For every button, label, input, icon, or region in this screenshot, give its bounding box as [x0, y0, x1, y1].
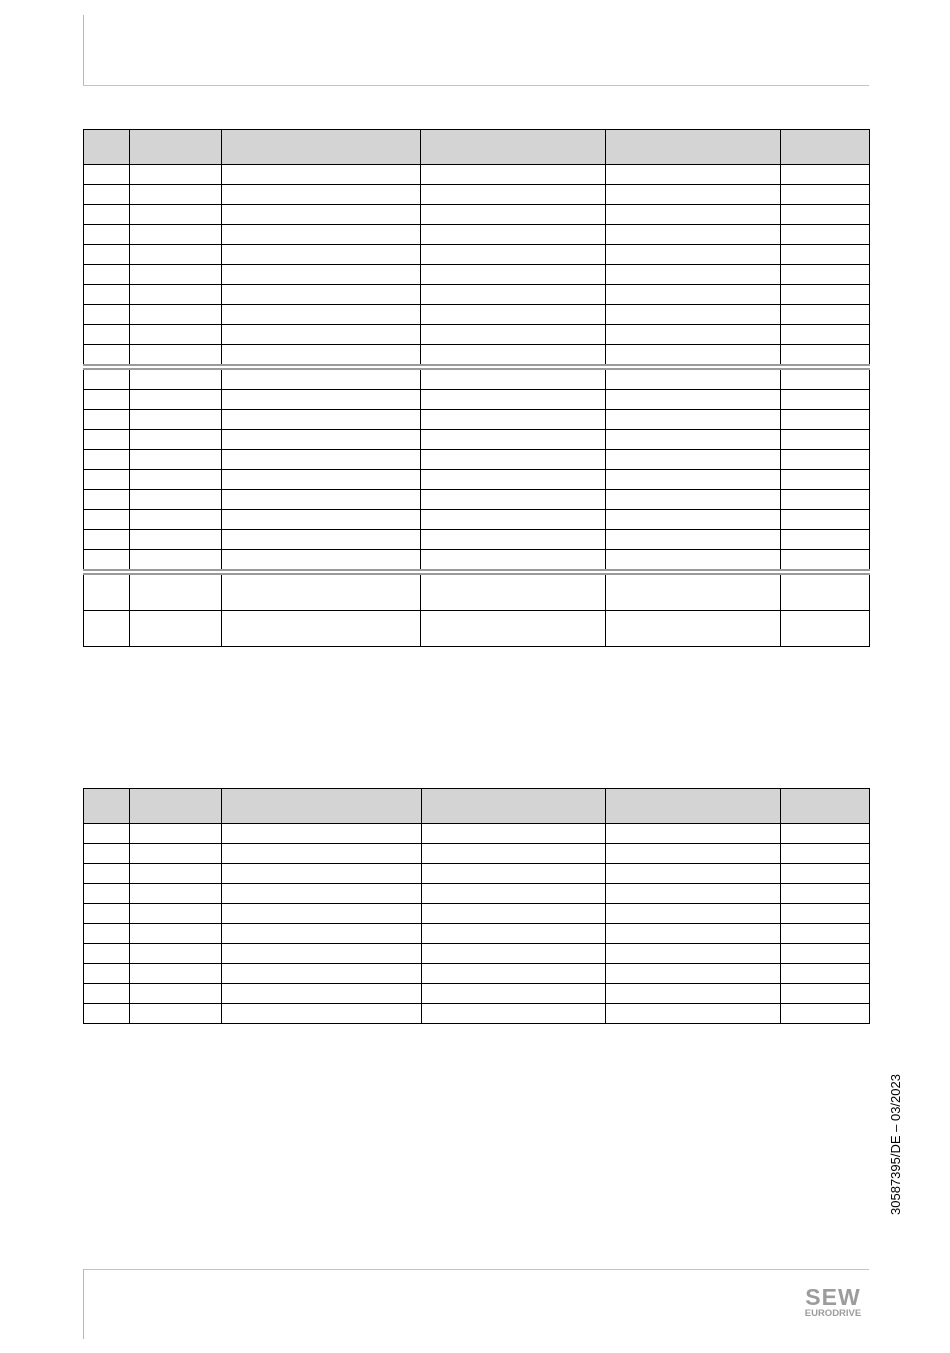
- table-row: [84, 510, 870, 530]
- table-cell: [422, 1004, 606, 1024]
- data-table-2: [83, 788, 870, 1024]
- table-cell: [222, 325, 421, 345]
- table-cell: [222, 864, 422, 884]
- table-row: [84, 410, 870, 430]
- table-cell: [130, 924, 222, 944]
- table-cell: [781, 490, 870, 510]
- table-cell: [421, 450, 606, 470]
- table-cell: [606, 305, 781, 325]
- table-cell: [84, 470, 130, 490]
- table-cell: [606, 964, 781, 984]
- table-cell: [84, 205, 130, 225]
- table-cell: [84, 550, 130, 573]
- table-cell: [222, 165, 421, 185]
- column-header: [130, 789, 222, 824]
- table-cell: [222, 1004, 422, 1024]
- table-cell: [422, 984, 606, 1004]
- header-margin-line: [83, 15, 84, 85]
- header-rule: [83, 85, 869, 86]
- table-cell: [84, 611, 130, 647]
- table-cell: [222, 550, 421, 573]
- table-cell: [84, 864, 130, 884]
- table-cell: [222, 530, 421, 550]
- table-cell: [606, 345, 781, 368]
- table-cell: [781, 924, 870, 944]
- table-cell: [130, 864, 222, 884]
- table-cell: [422, 944, 606, 964]
- table-cell: [84, 367, 130, 390]
- table-row: [84, 550, 870, 573]
- table-cell: [421, 430, 606, 450]
- table-row: [84, 225, 870, 245]
- table-cell: [130, 984, 222, 1004]
- table-cell: [606, 205, 781, 225]
- document-number: 30587395/DE – 03/2023: [888, 1074, 903, 1215]
- table-cell: [781, 884, 870, 904]
- table-cell: [606, 572, 781, 611]
- table-cell: [84, 165, 130, 185]
- table-cell: [421, 245, 606, 265]
- table-cell: [422, 904, 606, 924]
- table-cell: [781, 964, 870, 984]
- table-cell: [130, 305, 222, 325]
- table-cell: [422, 924, 606, 944]
- table-cell: [130, 470, 222, 490]
- table-cell: [84, 390, 130, 410]
- table-cell: [84, 305, 130, 325]
- column-header: [606, 130, 781, 165]
- table-cell: [781, 904, 870, 924]
- table-cell: [222, 305, 421, 325]
- table-cell: [781, 1004, 870, 1024]
- table-cell: [422, 884, 606, 904]
- table-cell: [606, 984, 781, 1004]
- table-cell: [130, 367, 222, 390]
- table-cell: [222, 265, 421, 285]
- table-cell: [130, 611, 222, 647]
- table-cell: [130, 390, 222, 410]
- table-row: [84, 165, 870, 185]
- table-cell: [222, 410, 421, 430]
- sew-eurodrive-logo: [796, 1283, 870, 1319]
- table-cell: [130, 510, 222, 530]
- logo-top-text: SEW: [805, 1284, 861, 1310]
- table-cell: [222, 964, 422, 984]
- table-cell: [606, 510, 781, 530]
- table-cell: [84, 572, 130, 611]
- table-cell: [130, 1004, 222, 1024]
- table-cell: [84, 824, 130, 844]
- table-cell: [606, 245, 781, 265]
- table-row: [84, 305, 870, 325]
- table-row: [84, 285, 870, 305]
- table-cell: [606, 285, 781, 305]
- table-cell: [781, 984, 870, 1004]
- table-cell: [84, 325, 130, 345]
- table-row: [84, 824, 870, 844]
- table-cell: [222, 824, 422, 844]
- table-cell: [606, 530, 781, 550]
- column-header: [606, 789, 781, 824]
- footer-margin-line: [83, 1269, 84, 1339]
- table-cell: [781, 265, 870, 285]
- table-cell: [130, 345, 222, 368]
- table-cell: [222, 572, 421, 611]
- table-cell: [130, 844, 222, 864]
- table-cell: [781, 345, 870, 368]
- table-cell: [84, 1004, 130, 1024]
- column-header: [422, 789, 606, 824]
- table-row: [84, 1004, 870, 1024]
- table-row: [84, 964, 870, 984]
- table-cell: [84, 924, 130, 944]
- table-cell: [130, 285, 222, 305]
- table-cell: [606, 490, 781, 510]
- table-cell: [781, 205, 870, 225]
- table-cell: [781, 367, 870, 390]
- table-cell: [781, 305, 870, 325]
- table-cell: [781, 430, 870, 450]
- table-cell: [606, 1004, 781, 1024]
- table-cell: [222, 944, 422, 964]
- table-cell: [606, 884, 781, 904]
- column-header: [781, 130, 870, 165]
- table-cell: [781, 390, 870, 410]
- table-cell: [606, 450, 781, 470]
- column-header: [222, 789, 422, 824]
- column-header: [222, 130, 421, 165]
- table-cell: [130, 245, 222, 265]
- table-cell: [222, 490, 421, 510]
- table-cell: [84, 345, 130, 368]
- table-cell: [222, 450, 421, 470]
- table-cell: [222, 844, 422, 864]
- table-row: [84, 944, 870, 964]
- table-header-row: [84, 789, 870, 824]
- table-cell: [781, 530, 870, 550]
- column-header: [421, 130, 606, 165]
- table-cell: [130, 550, 222, 573]
- table-row: [84, 572, 870, 611]
- table-cell: [781, 510, 870, 530]
- table-cell: [84, 530, 130, 550]
- footer-rule: [83, 1269, 869, 1270]
- table-cell: [84, 265, 130, 285]
- table-cell: [222, 984, 422, 1004]
- table-cell: [84, 944, 130, 964]
- table-cell: [421, 550, 606, 573]
- table-row: [84, 490, 870, 510]
- table-row: [84, 185, 870, 205]
- table-row: [84, 844, 870, 864]
- table-cell: [781, 864, 870, 884]
- table-cell: [421, 225, 606, 245]
- table-cell: [781, 285, 870, 305]
- table-cell: [421, 325, 606, 345]
- table-cell: [222, 470, 421, 490]
- table-cell: [606, 410, 781, 430]
- table-cell: [421, 305, 606, 325]
- table-row: [84, 924, 870, 944]
- table-cell: [130, 530, 222, 550]
- table-cell: [130, 572, 222, 611]
- table-cell: [222, 205, 421, 225]
- table-cell: [222, 904, 422, 924]
- table-cell: [84, 285, 130, 305]
- table-cell: [84, 984, 130, 1004]
- table-row: [84, 265, 870, 285]
- table-cell: [606, 470, 781, 490]
- table-cell: [421, 470, 606, 490]
- table-cell: [606, 844, 781, 864]
- table-cell: [84, 450, 130, 470]
- table-row: [84, 325, 870, 345]
- table-cell: [130, 450, 222, 470]
- table-cell: [606, 430, 781, 450]
- table-cell: [781, 450, 870, 470]
- table-cell: [84, 185, 130, 205]
- table-cell: [422, 864, 606, 884]
- table-cell: [422, 844, 606, 864]
- table-cell: [781, 470, 870, 490]
- table-cell: [421, 390, 606, 410]
- table-cell: [606, 824, 781, 844]
- table-cell: [84, 904, 130, 924]
- table-cell: [130, 490, 222, 510]
- table-cell: [222, 245, 421, 265]
- table-cell: [222, 924, 422, 944]
- table-cell: [421, 410, 606, 430]
- table-row: [84, 345, 870, 368]
- table-cell: [421, 572, 606, 611]
- table-cell: [606, 550, 781, 573]
- column-header: [781, 789, 870, 824]
- table-cell: [421, 185, 606, 205]
- table-cell: [606, 904, 781, 924]
- table-cell: [421, 510, 606, 530]
- table-cell: [781, 611, 870, 647]
- table-cell: [222, 430, 421, 450]
- table-cell: [130, 884, 222, 904]
- data-table-1: [83, 129, 870, 647]
- column-header: [130, 130, 222, 165]
- table-cell: [781, 550, 870, 573]
- table-cell: [781, 185, 870, 205]
- table-row: [84, 611, 870, 647]
- table-cell: [84, 245, 130, 265]
- table-cell: [222, 345, 421, 368]
- table-cell: [421, 490, 606, 510]
- table-row: [84, 390, 870, 410]
- column-header: [84, 130, 130, 165]
- table-row: [84, 904, 870, 924]
- table-cell: [781, 410, 870, 430]
- table-cell: [422, 964, 606, 984]
- table-cell: [606, 611, 781, 647]
- table-row: [84, 884, 870, 904]
- table-cell: [781, 325, 870, 345]
- table-cell: [84, 430, 130, 450]
- table-cell: [606, 265, 781, 285]
- table-cell: [130, 185, 222, 205]
- table-cell: [421, 345, 606, 368]
- table-cell: [84, 410, 130, 430]
- table-cell: [222, 367, 421, 390]
- table-cell: [422, 824, 606, 844]
- table-cell: [222, 611, 421, 647]
- table-row: [84, 430, 870, 450]
- table-cell: [130, 410, 222, 430]
- table-cell: [222, 884, 422, 904]
- table-cell: [421, 285, 606, 305]
- table-row: [84, 245, 870, 265]
- table-cell: [222, 185, 421, 205]
- table-cell: [130, 964, 222, 984]
- table-cell: [130, 265, 222, 285]
- table-row: [84, 984, 870, 1004]
- table-cell: [130, 430, 222, 450]
- table-cell: [606, 924, 781, 944]
- table-cell: [421, 265, 606, 285]
- column-header: [84, 789, 130, 824]
- table-cell: [606, 185, 781, 205]
- table-row: [84, 470, 870, 490]
- table-row: [84, 864, 870, 884]
- table-cell: [222, 285, 421, 305]
- table-cell: [606, 325, 781, 345]
- table-row: [84, 205, 870, 225]
- table-cell: [781, 944, 870, 964]
- table-cell: [84, 884, 130, 904]
- table-cell: [606, 367, 781, 390]
- table-cell: [606, 944, 781, 964]
- table-cell: [421, 367, 606, 390]
- table-cell: [606, 390, 781, 410]
- table-cell: [781, 225, 870, 245]
- table-cell: [130, 904, 222, 924]
- table-cell: [84, 964, 130, 984]
- table-cell: [421, 205, 606, 225]
- table-cell: [606, 864, 781, 884]
- table-cell: [781, 245, 870, 265]
- table-header-row: [84, 130, 870, 165]
- table-cell: [781, 165, 870, 185]
- table-cell: [421, 611, 606, 647]
- table-cell: [781, 844, 870, 864]
- table-cell: [222, 225, 421, 245]
- table-cell: [606, 225, 781, 245]
- table-cell: [781, 572, 870, 611]
- table-cell: [130, 205, 222, 225]
- table-cell: [130, 225, 222, 245]
- table-cell: [130, 325, 222, 345]
- table-cell: [84, 510, 130, 530]
- table-cell: [84, 225, 130, 245]
- table-cell: [606, 165, 781, 185]
- table-cell: [84, 490, 130, 510]
- table-cell: [421, 530, 606, 550]
- table-cell: [130, 824, 222, 844]
- table-cell: [222, 390, 421, 410]
- table-cell: [781, 824, 870, 844]
- table-row: [84, 450, 870, 470]
- logo-bottom-text: EURODRIVE: [804, 1308, 862, 1319]
- table-cell: [222, 510, 421, 530]
- table-cell: [84, 844, 130, 864]
- table-row: [84, 530, 870, 550]
- table-row: [84, 367, 870, 390]
- table-cell: [130, 944, 222, 964]
- table-cell: [130, 165, 222, 185]
- table-cell: [421, 165, 606, 185]
